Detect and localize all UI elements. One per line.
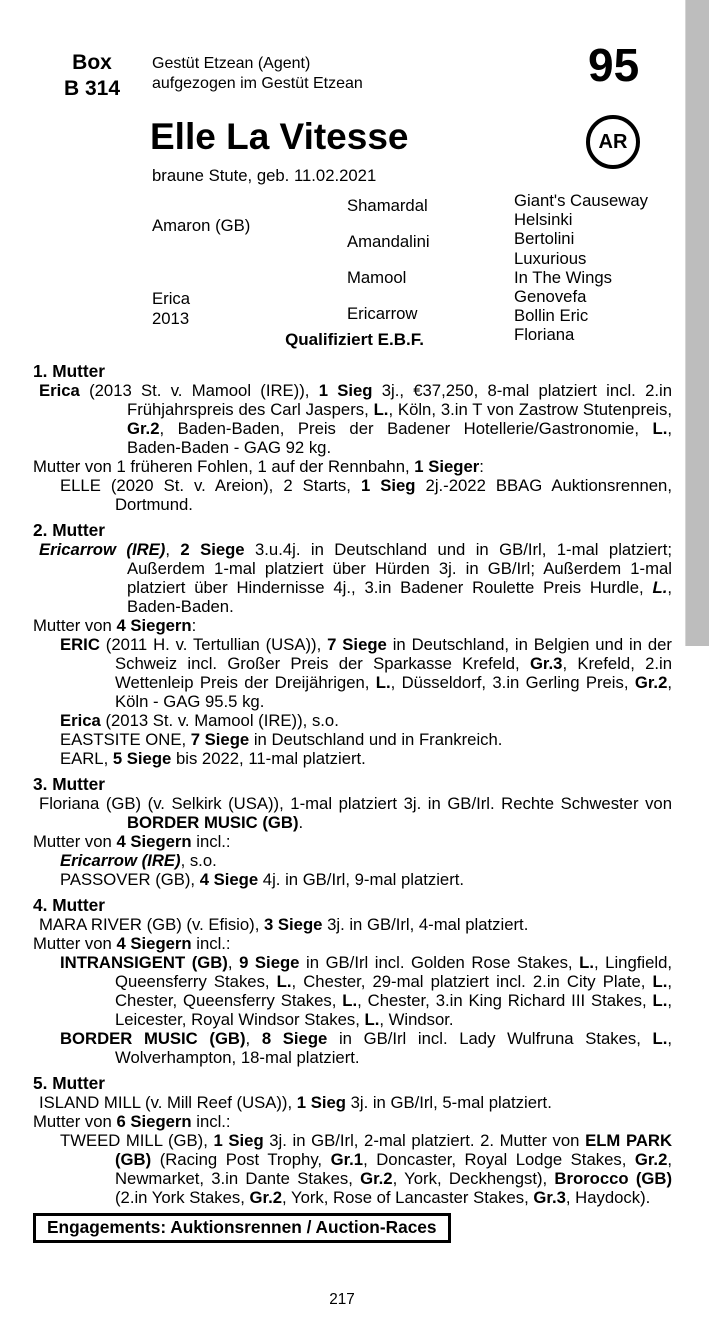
pedigree-ancestor: Bollin Eric: [514, 306, 589, 326]
text-segment: L.: [375, 673, 391, 692]
text-segment: 3j. in GB/Irl, 5-mal platziert.: [345, 1093, 552, 1112]
text-segment: Gr.2: [249, 1188, 282, 1207]
pedigree-dam-dam: Ericarrow: [347, 304, 418, 323]
text-segment: ERIC: [60, 635, 100, 654]
text-segment: Gr.3: [533, 1188, 566, 1207]
text-segment: , Newmarket, 3.in Dante Stakes,: [115, 1150, 672, 1188]
text-segment: Gr.2: [127, 419, 160, 438]
engagements-box: [33, 1213, 451, 1243]
text-segment: L.: [579, 953, 594, 972]
text-segment: L.: [342, 991, 358, 1010]
text-segment: BORDER MUSIC (GB): [127, 813, 299, 832]
pedigree-sire-dam: Amandalini: [347, 232, 430, 251]
pedigree-ancestor: Luxurious: [514, 248, 587, 268]
text-segment: in GB/Irl incl. Golden Rose Stakes,: [299, 953, 580, 972]
text-segment: , York, Rose of Lancaster Stakes,: [282, 1188, 534, 1207]
pedigree-generation3: [514, 191, 648, 345]
text-segment: Ericarrow (IRE): [60, 851, 181, 870]
box-label-line2: B 314: [63, 77, 121, 100]
horse-name: Elle La Vitesse: [150, 116, 409, 157]
text-segment: 4 Siegern: [116, 616, 192, 635]
text-segment: (2013 St. v. Mamool (IRE)),: [79, 381, 319, 400]
box-label-line1: Box: [72, 51, 112, 74]
section-heading: 3. Mutter: [33, 774, 106, 794]
engagements-text: Engagements: Auktionsrennen / Auction-Races: [47, 1217, 437, 1237]
text-segment: :: [479, 457, 484, 476]
text-segment: bis 2022, 11-mal platziert.: [171, 749, 366, 768]
text-segment: in GB/Irl incl. Lady Wulfruna Stakes,: [327, 1029, 653, 1048]
pedigree-section: [0, 1074, 672, 1207]
paragraph-offspring: [0, 476, 672, 514]
text-segment: TWEED MILL (GB),: [60, 1131, 214, 1150]
pedigree-section: [0, 362, 672, 514]
text-segment: Gr.2: [360, 1169, 393, 1188]
paragraph-info: [0, 616, 672, 635]
pedigree-dam-name: Erica: [152, 289, 191, 308]
pedigree-ancestor: In The Wings: [514, 267, 613, 287]
text-segment: , Krefeld, 2.in Wettenleip Preis der Dreijährigen,: [115, 654, 673, 692]
text-segment: L.: [364, 1010, 380, 1029]
text-segment: 1 Sieg: [360, 476, 416, 495]
section-heading: 4. Mutter: [33, 895, 106, 915]
text-segment: , Baden-Baden, Preis der Badener Hotellerie/Gastronomie,: [159, 419, 653, 438]
pedigree-sire-sire: Shamardal: [347, 196, 428, 215]
text-segment: ,: [245, 1029, 262, 1048]
text-segment: , Baden-Baden - GAG 92 kg.: [127, 419, 672, 457]
text-segment: 1 Sieg: [296, 1093, 346, 1112]
paragraph-info: [0, 934, 672, 953]
text-segment: L.: [373, 400, 389, 419]
text-segment: , York, Deckhengst),: [392, 1169, 555, 1188]
paragraph-dam: [0, 381, 672, 457]
paragraph-info: [0, 832, 672, 851]
pedigree-ancestor: Genovefa: [514, 287, 587, 307]
section-heading: 5. Mutter: [33, 1073, 106, 1093]
text-segment: 6 Siegern: [116, 1112, 192, 1131]
catalog-sections: [0, 362, 672, 1207]
scrollbar-track[interactable]: [685, 0, 709, 1329]
text-segment: Floriana (GB) (v. Selkirk (USA)), 1-mal platziert 3j. in GB/Irl. Rechte Schwester von: [39, 794, 672, 813]
text-segment: 4j. in GB/Irl, 9-mal platziert.: [258, 870, 465, 889]
text-segment: L.: [652, 578, 668, 597]
paragraph-info: [0, 1112, 672, 1131]
text-segment: Erica: [60, 711, 101, 730]
text-segment: Gr.1: [330, 1150, 364, 1169]
text-segment: 1 Sieg: [213, 1131, 264, 1150]
text-segment: .: [298, 813, 304, 832]
paragraph-offspring: [0, 870, 672, 889]
text-segment: 8 Siege: [261, 1029, 328, 1048]
text-segment: , Köln - GAG 95.5 kg.: [115, 673, 672, 711]
box-label: [42, 50, 142, 102]
ar-badge-text: AR: [598, 130, 628, 153]
scrollbar-thumb[interactable]: [685, 0, 709, 646]
text-segment: incl.:: [191, 1112, 231, 1131]
pedigree-ancestor: Floriana: [514, 325, 575, 345]
text-segment: incl.:: [191, 832, 231, 851]
catalog-body: [0, 355, 672, 1243]
text-segment: MARA RIVER (GB) (v. Efisio),: [39, 915, 264, 934]
text-segment: 3j. in GB/Irl, 2-mal platziert. 2. Mutter von: [263, 1131, 586, 1150]
text-segment: 3.u.4j. in Deutschland und in GB/Irl, 1-mal platziert; Außerdem 1-mal platziert über Hürden 3j. in GB/Irl; Außerdem 1-mal platziert über Hindernisse 4j., 3.in Badener Roulette Preis Hurdle,: [127, 540, 672, 597]
text-segment: EARL,: [60, 749, 113, 768]
section-heading: 2. Mutter: [33, 520, 106, 540]
paragraph-offspring: [0, 711, 672, 730]
text-segment: , Baden-Baden.: [127, 578, 672, 616]
pedigree-sire: Amaron (GB): [152, 216, 251, 235]
text-segment: , Köln, 3.in T von Zastrow Stutenpreis,: [388, 400, 672, 419]
text-segment: ELLE (2020 St. v. Areion), 2 Starts,: [60, 476, 361, 495]
paragraph-offspring: [0, 851, 672, 870]
text-segment: 4 Siegern: [116, 934, 192, 953]
pedigree-ancestor: Helsinki: [514, 210, 573, 230]
text-segment: 1 Sieg: [318, 381, 373, 400]
consignor-line2: aufgezogen im Gestüt Etzean: [152, 75, 363, 92]
text-segment: EASTSITE ONE,: [60, 730, 191, 749]
text-segment: incl.:: [191, 934, 231, 953]
text-segment: ,: [227, 953, 240, 972]
text-segment: , s.o.: [180, 851, 217, 870]
text-segment: :: [191, 616, 197, 635]
text-segment: Ericarrow (IRE): [39, 540, 166, 559]
text-segment: 3j., €37,250, 8-mal platziert incl. 2.in Frühjahrspreis des Carl Jaspers,: [127, 381, 672, 419]
pedigree-ancestor: Giant's Causeway: [514, 191, 648, 210]
text-segment: Brorocco (GB): [554, 1169, 672, 1188]
text-segment: Gr.2: [634, 1150, 668, 1169]
ar-brand-badge: [586, 115, 640, 169]
text-segment: L.: [652, 991, 668, 1010]
pedigree-dam-year: 2013: [152, 309, 190, 328]
pedigree-section: [0, 775, 672, 889]
text-segment: L.: [652, 972, 668, 991]
paragraph-offspring: [0, 730, 672, 749]
consignor-line1: Gestüt Etzean (Agent): [152, 55, 311, 72]
text-segment: 7 Siege: [190, 730, 250, 749]
text-segment: Gr.2: [634, 673, 668, 692]
text-segment: L.: [652, 419, 668, 438]
text-segment: PASSOVER (GB),: [60, 870, 200, 889]
paragraph-offspring: [0, 953, 672, 1029]
text-segment: Mutter von: [33, 616, 117, 635]
paragraph-offspring: [0, 749, 672, 768]
text-segment: , Doncaster, Royal Lodge Stakes,: [363, 1150, 635, 1169]
paragraph-offspring: [0, 635, 672, 711]
text-segment: Mutter von: [33, 934, 117, 953]
text-segment: (Racing Post Trophy,: [151, 1150, 331, 1169]
text-segment: Gr.3: [529, 654, 563, 673]
text-segment: , Leicester, Royal Windsor Stakes,: [115, 991, 673, 1029]
paragraph-offspring: [0, 1029, 672, 1067]
text-segment: Erica: [39, 381, 80, 400]
text-segment: , Lingfield, Queensferry Stakes,: [115, 953, 672, 991]
text-segment: 3j. in GB/Irl, 4-mal platziert.: [322, 915, 529, 934]
text-segment: ISLAND MILL (v. Mill Reef (USA)),: [39, 1093, 297, 1112]
text-segment: (2.in York Stakes,: [115, 1188, 250, 1207]
text-segment: 1 Sieger: [414, 457, 480, 476]
text-segment: ELM PARK (GB): [115, 1131, 672, 1169]
text-segment: 4 Siege: [199, 870, 259, 889]
text-segment: in Deutschland, in Belgien und in der Schweiz incl. Großer Preis der Sparkasse Krefeld,: [115, 635, 672, 673]
pedigree-ancestor: Bertolini: [514, 229, 575, 249]
text-segment: Mutter von 1 früheren Fohlen, 1 auf der Rennbahn,: [33, 457, 415, 476]
text-segment: L.: [652, 1029, 668, 1048]
horse-details: braune Stute, geb. 11.02.2021: [152, 166, 377, 185]
text-segment: , Wolverhampton, 18-mal platziert.: [115, 1029, 672, 1067]
text-segment: INTRANSIGENT (GB): [60, 953, 228, 972]
text-segment: , Windsor.: [379, 1010, 454, 1029]
pedigree-dam-sire: Mamool: [347, 268, 407, 287]
text-segment: L.: [276, 972, 292, 991]
text-segment: , Haydock).: [565, 1188, 651, 1207]
text-segment: , Düsseldorf, 3.in Gerling Preis,: [390, 673, 635, 692]
text-segment: (2011 H. v. Tertullian (USA)),: [99, 635, 328, 654]
paragraph-dam: [0, 1093, 672, 1112]
pedigree-section: [0, 896, 672, 1067]
text-segment: 2 Siege: [180, 540, 245, 559]
paragraph-dam: [0, 794, 672, 832]
text-segment: 9 Siege: [239, 953, 300, 972]
pedigree-dam: [152, 289, 190, 329]
paragraph-dam: [0, 540, 672, 616]
text-segment: , Chester, 29-mal platziert incl. 2.in City Plate,: [291, 972, 653, 991]
text-segment: 5 Siege: [112, 749, 172, 768]
qualification-note: Qualifiziert E.B.F.: [285, 330, 424, 349]
text-segment: , Chester, 3.in King Richard III Stakes,: [357, 991, 653, 1010]
text-segment: 7 Siege: [327, 635, 387, 654]
text-segment: (2013 St. v. Mamool (IRE)), s.o.: [100, 711, 339, 730]
consignor-info: [152, 54, 363, 94]
text-segment: in Deutschland und in Frankreich.: [249, 730, 503, 749]
text-segment: Mutter von: [33, 832, 117, 851]
text-segment: 3 Siege: [264, 915, 323, 934]
text-segment: 4 Siegern: [116, 832, 192, 851]
text-segment: Mutter von: [33, 1112, 117, 1131]
text-segment: , Chester, Queensferry Stakes,: [115, 972, 672, 1010]
section-heading: 1. Mutter: [33, 361, 106, 381]
pedigree-section: [0, 521, 672, 768]
paragraph-info: [0, 457, 672, 476]
page-number: 217: [329, 1291, 355, 1308]
paragraph-offspring: [0, 1131, 672, 1207]
text-segment: BORDER MUSIC (GB): [60, 1029, 246, 1048]
text-segment: ,: [165, 540, 181, 559]
lot-number: 95: [588, 39, 640, 91]
text-segment: 2j.-2022 BBAG Auktionsrennen, Dortmund.: [115, 476, 672, 514]
paragraph-dam: [0, 915, 672, 934]
